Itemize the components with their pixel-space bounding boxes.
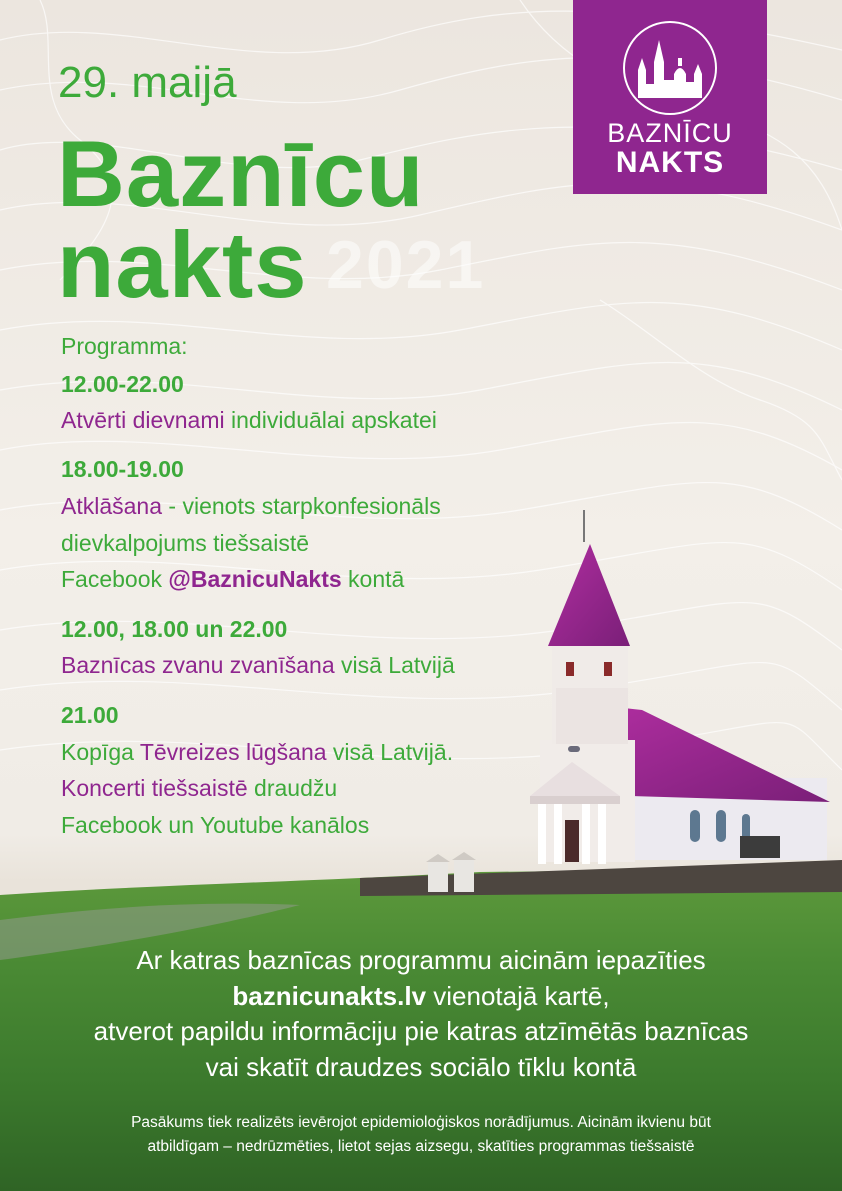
logo-text-line-1: BAZNĪCU [607,118,733,148]
program-item-3 [61,652,455,679]
program-time-2: 18.00-19.00 [61,456,184,482]
title-line-1: Baznīcu [57,121,425,226]
facebook-handle: @BaznicuNakts [168,566,342,592]
footer-line-3: atverot papildu informāciju pie katras atzīmētās baznīcas [93,1016,749,1046]
notice-line-2: atbildīgam – nedrūzmēties, lietot sejas aizsegu, skatīties programmas tiešsaistē [147,1138,695,1155]
program-item-2-line-3 [61,566,404,593]
item-2-konta: kontā [341,566,405,592]
item-4-kopiga: Kopīga [61,739,140,765]
event-year: 2021 [326,227,486,303]
program-item-4-line-1 [61,739,453,766]
program-time-4: 21.00 [61,702,119,728]
item-2-rest: - vienots starpkonfesionāls [162,493,441,519]
program-item-2-line-2: dievkalpojums tiešsaistē [61,530,310,556]
item-4-concerts: Koncerti tiešsaistē [61,775,248,801]
program-item-2-line-1 [61,493,441,520]
event-date: 29. maijā [58,58,237,107]
website-link[interactable]: baznicunakts.lv [232,981,427,1011]
footer-line-2-rest: vienotajā kartē, [426,981,610,1011]
item-3-highlight: Baznīcas zvanu zvanīšana [61,652,335,678]
title-line-2: nakts [57,212,308,317]
notice-line-1: Pasākums tiek realizēts ievērojot epidemioloģiskos norādījumus. Aicinām ikvienu būt [131,1114,711,1131]
item-4-draudzu: draudžu [247,775,338,801]
program-time-1: 12.00-22.00 [61,371,184,397]
program-time-3: 12.00, 18.00 un 22.00 [61,616,288,642]
program-item-1 [61,407,437,434]
item-4-highlight: Tēvreizes lūgšana [139,739,327,765]
item-4-rest: visā Latvijā. [326,739,454,765]
program-item-4-line-3: Facebook un Youtube kanālos [61,812,370,838]
program-item-4-line-2 [61,775,337,802]
program-heading: Programma: [61,333,188,359]
logo-text-line-2: NAKTS [615,146,725,179]
item-2-facebook: Facebook [61,566,169,592]
item-1-rest: individuālai apskatei [224,407,437,433]
item-2-highlight: Atklāšana [61,493,163,519]
church-landscape [0,500,842,1191]
church-skyline-icon [620,18,720,118]
item-1-highlight: Atvērti dievnami [61,407,225,433]
baznicu-nakts-logo [573,0,767,194]
footer-line-2 [0,981,842,1012]
item-3-rest: visā Latvijā [334,652,455,678]
footer-line-1: Ar katras baznīcas programmu aicinām iepazīties [136,945,706,975]
footer-line-4: vai skatīt draudzes sociālo tīklu kontā [205,1052,637,1082]
